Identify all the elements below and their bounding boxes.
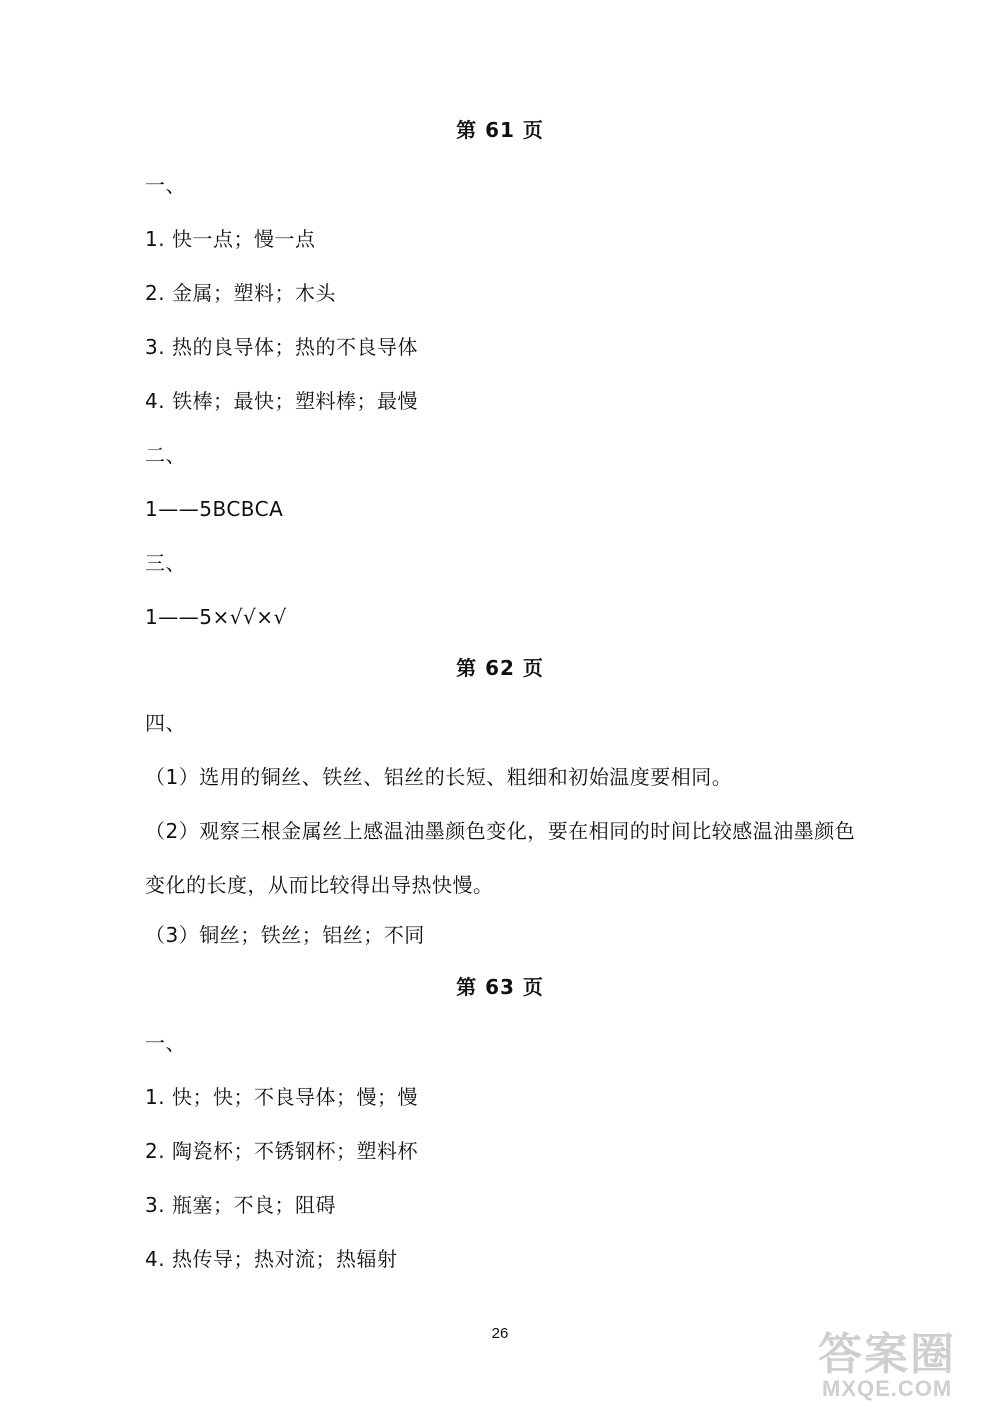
answer-line: （2）观察三根金属丝上感温油墨颜色变化，要在相同的时间比较感温油墨颜色: [145, 819, 856, 843]
answer-line: （1）选用的铜丝、铁丝、铝丝的长短、粗细和初始温度要相同。: [145, 765, 733, 789]
answer-line: 3. 瓶塞；不良；阻碍: [145, 1193, 336, 1217]
answer-line: 4. 热传导；热对流；热辐射: [145, 1247, 398, 1271]
page-62-heading: 第 62 页: [456, 656, 544, 680]
watermark-logo: [818, 1318, 990, 1408]
answer-line: 1——5×√√×√: [145, 605, 287, 629]
answer-line: 2. 金属；塑料；木头: [145, 281, 336, 305]
answer-line: （3）铜丝；铁丝；铝丝；不同: [145, 923, 425, 947]
section-three-label: 三、: [145, 551, 186, 575]
answer-line: 1. 快一点；慢一点: [145, 227, 316, 251]
watermark-title: 答案圈: [818, 1329, 956, 1380]
answer-line: 3. 热的良导体；热的不良导体: [145, 335, 418, 359]
section-two-label: 二、: [145, 443, 186, 467]
page-number: 26: [491, 1325, 509, 1342]
answer-line: 1. 快；快；不良导体；慢；慢: [145, 1085, 418, 1109]
section-one-label: 一、: [145, 173, 186, 197]
watermark-url: MXQE.COM: [822, 1376, 953, 1401]
answer-line: 4. 铁棒；最快；塑料棒；最慢: [145, 389, 418, 413]
page-61-heading: 第 61 页: [456, 118, 544, 142]
answer-line: 1——5BCBCA: [145, 497, 284, 521]
page-63-heading: 第 63 页: [456, 975, 544, 999]
answer-line: 2. 陶瓷杯；不锈钢杯；塑料杯: [145, 1139, 418, 1163]
answer-line-continued: 变化的长度，从而比较得出导热快慢。: [145, 873, 494, 897]
section-four-label: 四、: [145, 711, 186, 735]
section-one-label: 一、: [145, 1031, 186, 1055]
